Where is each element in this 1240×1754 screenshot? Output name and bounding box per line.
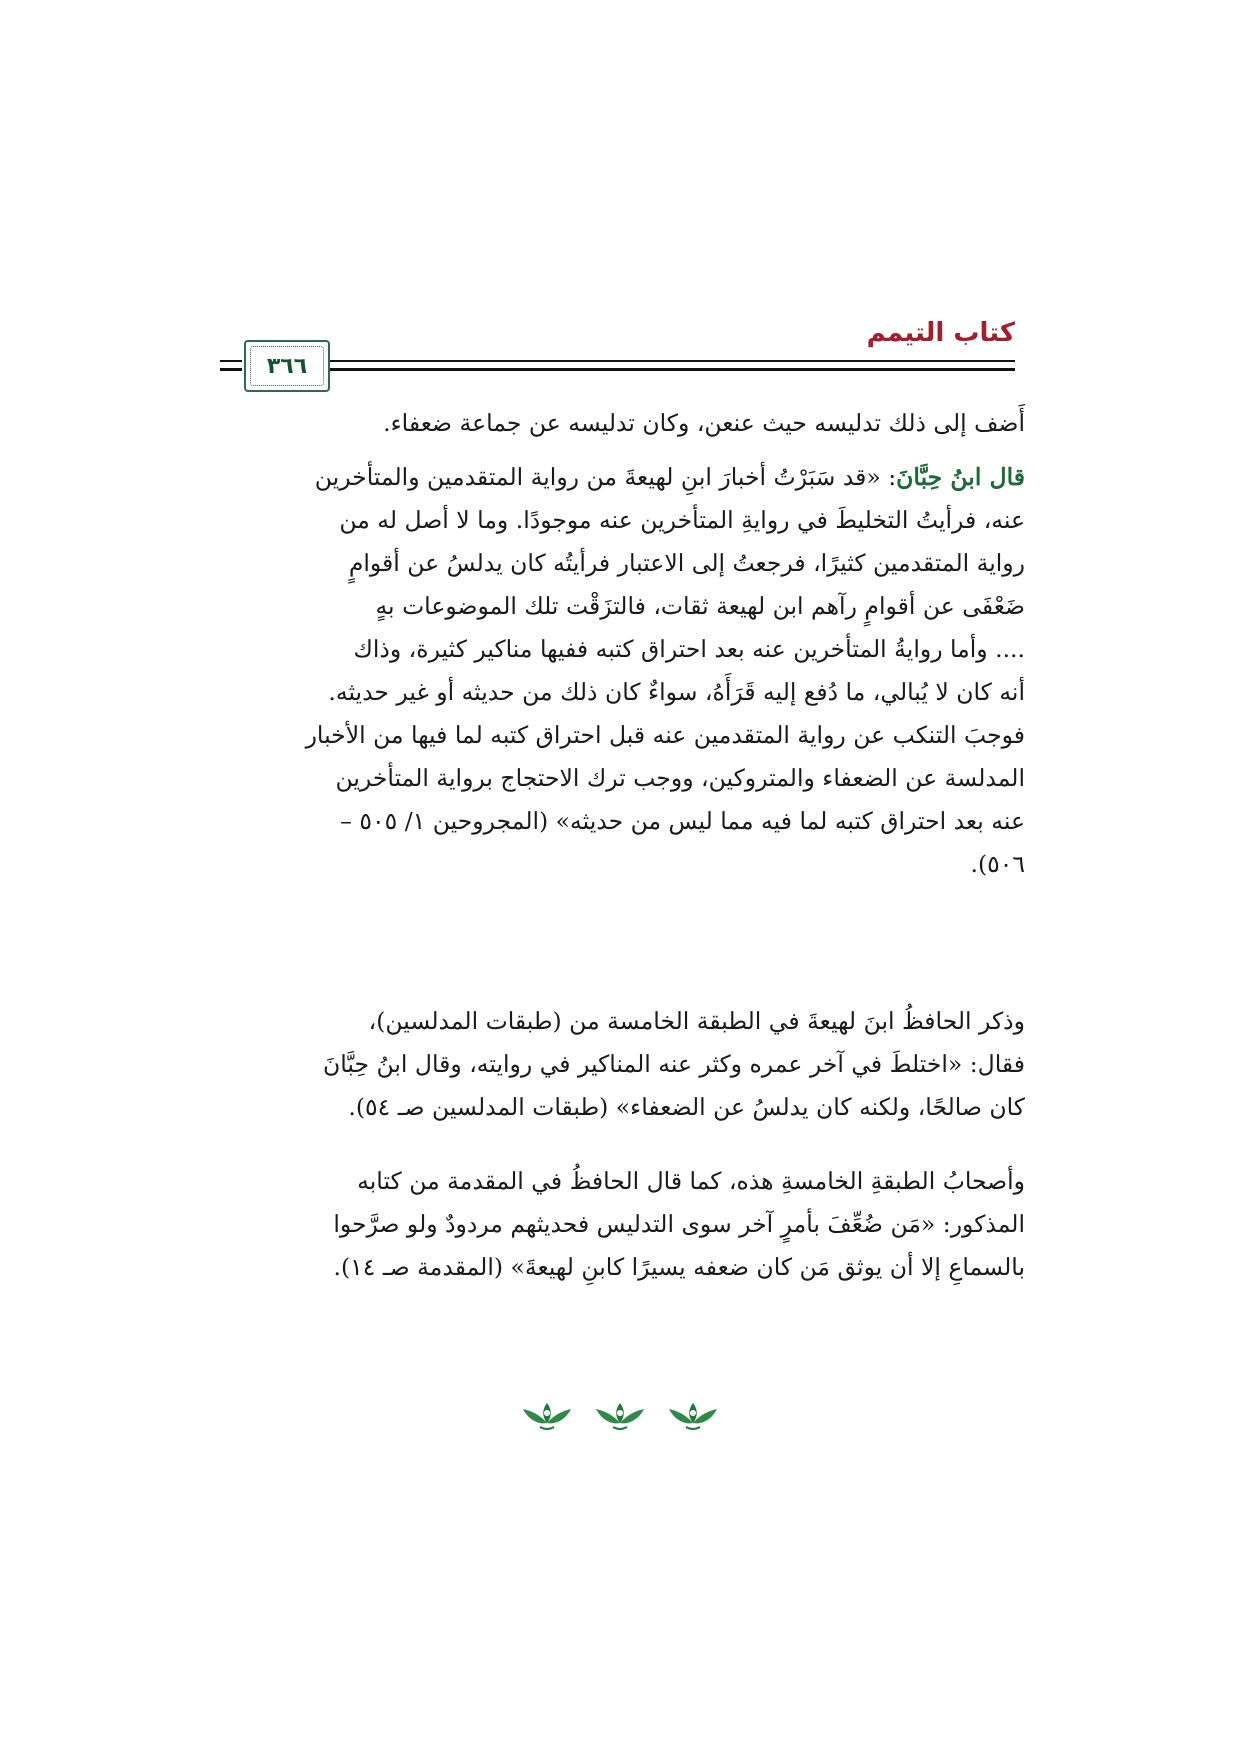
floral-ornament-icon	[520, 1399, 574, 1431]
header-rule-top	[330, 360, 1015, 362]
paragraph-2-line-10: ٥٠٦).	[970, 850, 1025, 878]
paragraph-4	[235, 1160, 1025, 1289]
paragraph-2-line-2: عنه، فرأيتُ التخليطَ في روايةِ المتأخرين عنه موجودًا. وما لا أصل له من	[339, 506, 1025, 534]
paragraph-4-line-2: المذكور: «مَن ضُعِّفَ بأمرٍ آخر سوى التدليس فحديثهم مردودٌ ولو صرَّحوا	[333, 1210, 1025, 1238]
header-rule-left-bottom	[220, 368, 242, 371]
floral-ornament-icon	[666, 1399, 720, 1431]
paragraph-2-line-3: رواية المتقدمين كثيرًا، فرجعتُ إلى الاعتبار فرأيتُه كان يدلسُ عن أقوامٍ	[348, 549, 1025, 577]
quote-speaker: قال ابنُ حِبَّانَ	[896, 463, 1025, 491]
section-end-ornaments	[520, 1395, 720, 1435]
paragraph-2-line-6: أنه كان لا يُبالي، ما دُفع إليه قَرَأَهُ، سواءٌ كان ذلك من حديثه أو غير حديثه.	[328, 678, 1025, 706]
page-header	[220, 318, 1015, 388]
page-number: ٣٦٦	[266, 353, 308, 379]
paragraph-4-line-1: وأصحابُ الطبقةِ الخامسةِ هذه، كما قال الحافظُ في المقدمة من كتابه	[357, 1167, 1025, 1195]
paragraph-4-line-3: بالسماعِ إلا أن يوثق مَن كان ضعفه يسيرًا كابنِ لهيعةَ» (المقدمة صـ ١٤).	[333, 1253, 1025, 1281]
page-number-frame	[244, 340, 330, 392]
paragraph-2-line-4: ضَعْفَى عن أقوامٍ رآهم ابن لهيعة ثقات، فالتزَقْت تلك الموضوعات بهٍ	[375, 592, 1025, 620]
paragraph-2-line-9: عنه بعد احتراق كتبه لما فيه مما ليس من حديثه» (المجروحين ١/ ٥٠٥ –	[340, 807, 1025, 835]
paragraph-2-line-7: فوجبَ التنكب عن رواية المتقدمين عنه قبل احتراق كتبه لما فيها من الأخبار	[305, 721, 1025, 749]
book-title: كتاب التيمم	[866, 318, 1015, 348]
header-rule-left-top	[220, 360, 242, 362]
paragraph-1-line: أَضف إلى ذلك تدليسه حيث عنعن، وكان تدليسه عن جماعة ضعفاء.	[383, 409, 1025, 437]
paragraph-2-line-8: المدلسة عن الضعفاء والمتروكين، ووجب ترك الاحتجاج برواية المتأخرين	[335, 764, 1025, 792]
paragraph-3	[235, 1000, 1025, 1129]
paragraph-2-line-5: .... وأما روايةُ المتأخرين عنه بعد احتراق كتبه ففيها مناكير كثيرة، وذاك	[353, 635, 1025, 663]
paragraph-3-line-3: كان صالحًا، ولكنه كان يدلسُ عن الضعفاء» (طبقات المدلسين صـ ٥٤).	[348, 1093, 1025, 1121]
paragraph-3-line-2: فقال: «اختلطَ في آخر عمره وكثر عنه المناكير في روايته، وقال ابنُ حِبَّانَ	[322, 1050, 1025, 1078]
paragraph-2-line-1	[235, 456, 1025, 499]
paragraph-3-line-1: وذكر الحافظُ ابنَ لهيعةَ في الطبقة الخامسة من (طبقات المدلسين)،	[368, 1007, 1025, 1035]
paragraph-1	[235, 402, 1025, 445]
paragraph-2-line-1-text: : «قد سَبَرْتُ أخبارَ ابنِ لهيعةَ من رواية المتقدمين والمتأخرين	[314, 463, 897, 491]
paragraph-2	[235, 456, 1025, 886]
floral-ornament-icon	[593, 1399, 647, 1431]
header-rule-bottom	[330, 368, 1015, 371]
